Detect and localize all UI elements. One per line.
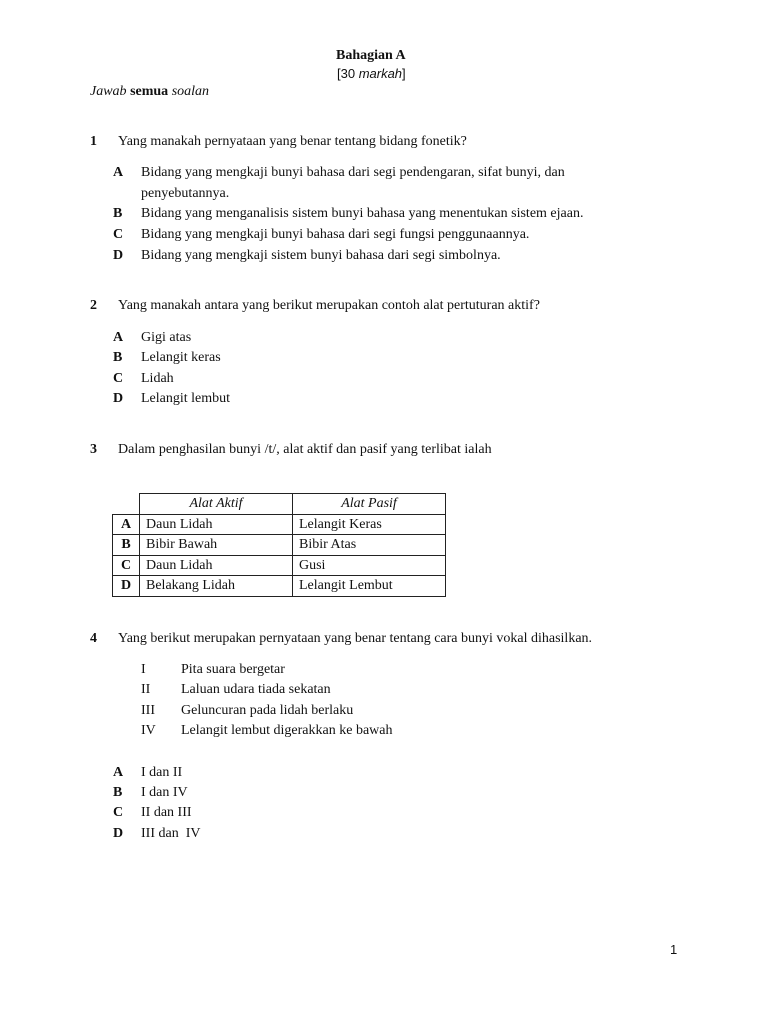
marks-word: markah (358, 66, 403, 81)
table-cell-aktif: Daun Lidah (140, 555, 293, 576)
q4-statement-iv-text: Lelangit lembut digerakkan ke bawah (181, 723, 393, 738)
table-cell-aktif: Bibir Bawah (140, 535, 293, 556)
q4-statement-iii-numeral: III (141, 703, 155, 718)
marks-label (337, 66, 406, 81)
q1-option-b-text: Bidang yang menganalisis sistem bunyi bahasa yang menentukan sistem ejaan. (141, 206, 584, 221)
q4-statement-iv-numeral: IV (141, 723, 156, 738)
q2-option-d-text: Lelangit lembut (141, 391, 231, 406)
table-cell-aktif: Belakang Lidah (140, 576, 293, 597)
q2-option-a-letter: A (113, 330, 124, 345)
q4-option-b-text: I dan IV (141, 785, 188, 800)
q2-text: Yang manakah antara yang berikut merupakan contoh alat pertuturan aktif? (118, 298, 540, 313)
table-header-row (113, 494, 446, 515)
page-number: 1 (670, 942, 678, 957)
instruction (90, 84, 209, 100)
table-cell-aktif: Daun Lidah (140, 514, 293, 535)
q1-option-a-text-cont: penyebutannya. (141, 186, 230, 201)
table-row-letter: D (113, 576, 140, 597)
q4-statement-iii-text: Geluncuran pada lidah berlaku (181, 703, 354, 718)
q1-option-c-text: Bidang yang mengkaji bunyi bahasa dari segi fungsi penggunaannya. (141, 227, 530, 242)
instruction-word-2: semua (130, 84, 169, 99)
q4-text: Yang berikut merupakan pernyataan yang benar tentang cara bunyi vokal dihasilkan. (118, 631, 593, 646)
table-row (113, 576, 446, 597)
q2-option-c-text: Lidah (141, 371, 174, 386)
table-corner-cell (113, 494, 140, 515)
table-header-aktif: Alat Aktif (140, 494, 293, 515)
q1-option-d-text: Bidang yang mengkaji sistem bunyi bahasa dari segi simbolnya. (141, 248, 501, 263)
table-row-letter: B (113, 535, 140, 556)
table-row-letter: A (113, 514, 140, 535)
table-row (113, 535, 446, 556)
q1-option-d-letter: D (113, 248, 124, 263)
table-cell-pasif: Gusi (293, 555, 446, 576)
q2-option-d-letter: D (113, 391, 124, 406)
q3-answer-table (112, 493, 446, 597)
q3-number: 3 (90, 442, 97, 457)
q4-statement-ii-numeral: II (141, 682, 151, 697)
q4-option-b-letter: B (113, 785, 123, 800)
q1-number: 1 (90, 134, 97, 149)
q4-option-a-letter: A (113, 765, 124, 780)
q1-option-c-letter: C (113, 227, 124, 242)
q2-option-b-letter: B (113, 350, 123, 365)
q4-option-c-letter: C (113, 805, 124, 820)
q4-option-d-letter: D (113, 826, 124, 841)
table-row-letter: C (113, 555, 140, 576)
q4-statement-i-text: Pita suara bergetar (181, 662, 285, 677)
q4-number: 4 (90, 631, 97, 646)
section-title: Bahagian A (336, 48, 406, 63)
q3-text: Dalam penghasilan bunyi /t/, alat aktif dan pasif yang terlibat ialah (118, 442, 492, 457)
q2-option-b-text: Lelangit keras (141, 350, 221, 365)
q4-option-d-text: III dan IV (141, 826, 201, 841)
instruction-word-1: Jawab (90, 84, 127, 99)
q4-statement-ii-text: Laluan udara tiada sekatan (181, 682, 331, 697)
table-cell-pasif: Lelangit Lembut (293, 576, 446, 597)
table-cell-pasif: Lelangit Keras (293, 514, 446, 535)
table-cell-pasif: Bibir Atas (293, 535, 446, 556)
q1-text: Yang manakah pernyataan yang benar tentang bidang fonetik? (118, 134, 467, 149)
instruction-word-3: soalan (171, 84, 210, 99)
q2-number: 2 (90, 298, 97, 313)
q2-option-a-text: Gigi atas (141, 330, 192, 345)
q1-option-a-letter: A (113, 165, 124, 180)
q2-option-c-letter: C (113, 371, 124, 386)
q4-statement-i-numeral: I (141, 662, 146, 677)
q4-option-a-text: I dan II (141, 765, 183, 780)
table-header-pasif: Alat Pasif (293, 494, 446, 515)
q1-option-a-text: Bidang yang mengkaji bunyi bahasa dari segi pendengaran, sifat bunyi, dan (141, 165, 565, 180)
marks-suffix: ] (402, 66, 406, 81)
marks-prefix: [30 (337, 66, 359, 81)
table-row (113, 555, 446, 576)
q1-option-b-letter: B (113, 206, 123, 221)
table-row (113, 514, 446, 535)
q4-option-c-text: II dan III (141, 805, 192, 820)
